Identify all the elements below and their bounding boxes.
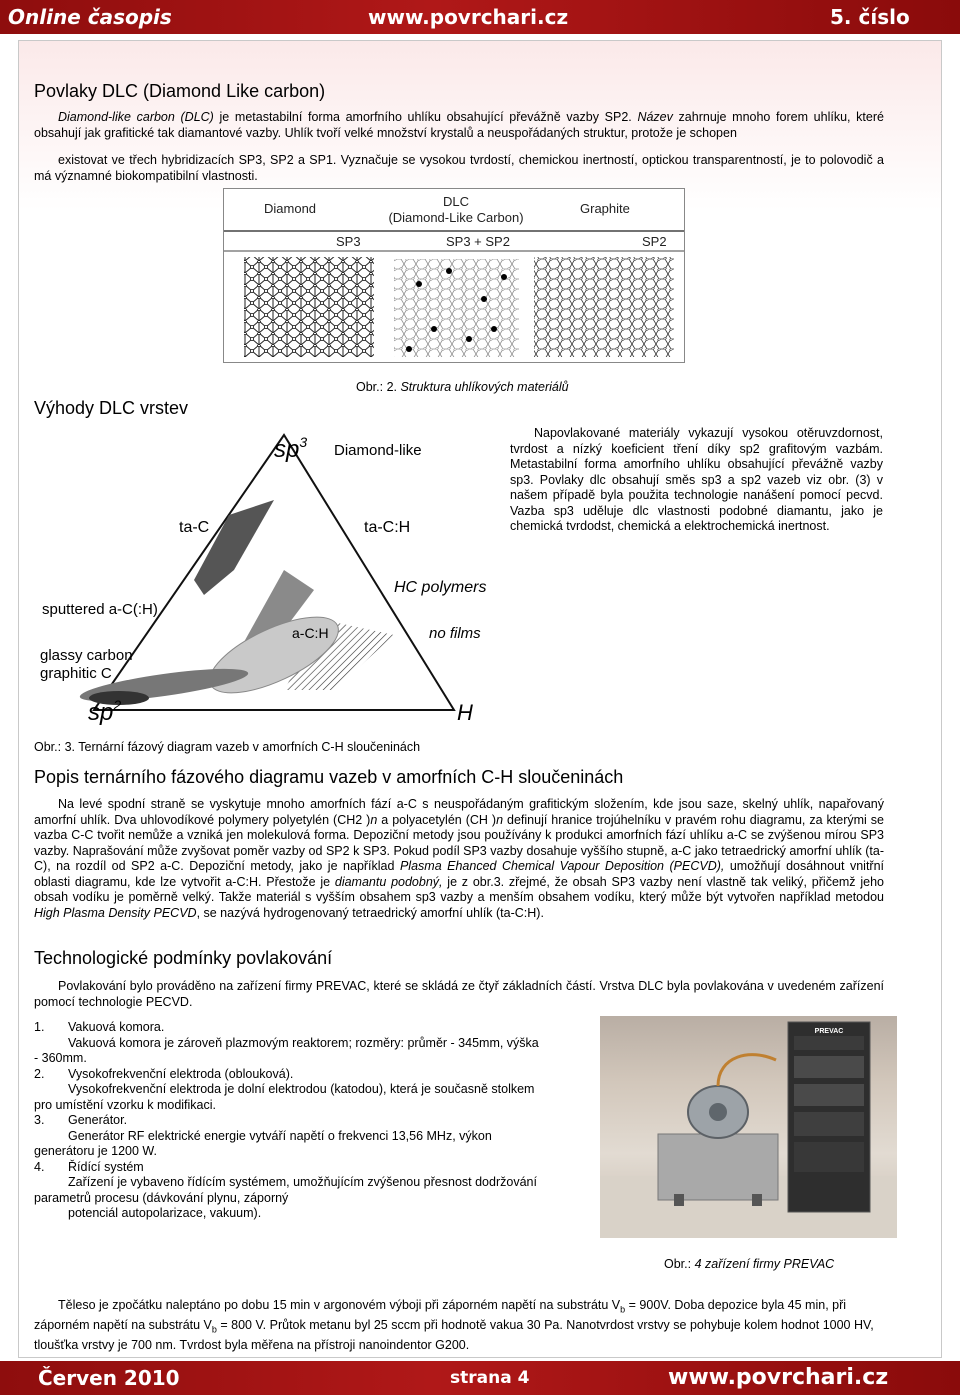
item-desc-cont: pro umístění vzorku k modifikaci.	[34, 1097, 217, 1112]
ternary-diagram-svg	[34, 420, 504, 730]
label-no-films: no films	[429, 625, 481, 642]
label-sp2-corner: $sp^2$	[88, 697, 122, 726]
equipment-frame	[658, 1134, 778, 1200]
item-title: Generátor.	[68, 1113, 128, 1127]
closing-text-a: Těleso je zpočátku naleptáno po dobu 15 min v argonovém výboji při záporném napětí na substrátu V	[58, 1298, 621, 1312]
frame-leg	[752, 1194, 762, 1206]
figure2-caption-text: Struktura uhlíkových materiálů	[400, 380, 569, 394]
ternary-text-1: Na levé spodní straně se vyskytuje mnoho amorfních fází a-C s neuspořádaným grafitickým složením, kde jsou saze, skelný uhlík, napařovaný amorfní uhlík. Dva uhlovodíkové polymery polyetylén (CH2 )	[34, 797, 884, 827]
cabinet-panel	[794, 1036, 864, 1050]
item-title: Řídící systém	[68, 1159, 144, 1174]
label-a-ch: a-C:H	[292, 625, 329, 641]
label-graphite: Graphite	[580, 201, 630, 216]
prevac-photo-svg	[600, 1016, 897, 1238]
footer-url[interactable]: www.povrchari.cz	[668, 1365, 889, 1390]
closing-sub-b2: b	[211, 1324, 217, 1335]
item-number: 4.	[34, 1159, 45, 1174]
figure2-caption-prefix: Obr.: 2.	[356, 380, 401, 394]
item-title: Vakuová komora.	[68, 1020, 165, 1034]
item-desc-cont: - 360mm.	[34, 1051, 87, 1065]
ternary-text-3c: může zvyšovat poměr vazby od SP2 k SP3. Pokud podíl SP3 vazby dosahuje vyššího stupně, a-C jako tetraedrický amorfní uhlík (ta-C), na rozdíl od SP2 a-C. Depoziční metody, jako je například	[34, 843, 885, 873]
ternary-italic-diamond: diamantu podobný,	[334, 874, 443, 889]
cabinet-panel	[794, 1142, 864, 1172]
label-dlc-full: (Diamond-Like Carbon)	[388, 210, 524, 225]
page-number: strana 4	[450, 1368, 530, 1388]
label-diamond-like: Diamond-like	[334, 442, 422, 459]
ternary-paragraph	[34, 797, 884, 921]
magazine-title: Online časopis	[8, 5, 172, 29]
dlc-network	[394, 259, 519, 357]
list-item	[34, 1020, 586, 1067]
issue-number: 5. číslo	[830, 5, 910, 29]
intro-italic-term: Diamond-like carbon (DLC)	[58, 110, 214, 124]
ternary-text-2: a polyacetylén (CH )	[377, 812, 497, 827]
diamond-lattice	[244, 257, 374, 357]
item-desc: Vakuová komora je zároveň plazmovým reaktorem; rozměry: průměr - 345mm, výška	[68, 1035, 539, 1050]
header-url[interactable]: www.povrchari.cz	[368, 5, 569, 29]
closing-sub-b1: b	[620, 1304, 626, 1315]
label-hc-polymers: HC polymers	[394, 579, 487, 596]
label-ta-c: ta-C	[179, 519, 210, 536]
label-sp3-sp2: SP3 + SP2	[446, 234, 510, 249]
prevac-logo: PREVAC	[814, 1028, 844, 1035]
figure-ternary-diagram	[34, 420, 504, 730]
intro-text-b: zahrnuje mnoho forem uhlíku, které obsahují jak grafitické tak diamantové vazby. Uhlík tvoří velké množství krystalů a neuspořádaných struktur, protože je schopen	[34, 110, 884, 140]
section-title-advantages: Výhody DLC vrstev	[34, 398, 189, 418]
cabinet-panel	[794, 1112, 864, 1136]
intro-italic-nazev: Název	[637, 110, 673, 124]
label-ta-ch: ta-C:H	[364, 519, 411, 536]
closing-text-b: = 900V. Doba depozice byla 45 min, při záporném napětí na substrátu V	[34, 1298, 847, 1332]
ternary-italic-hpd: High Plasma Density PECVD	[34, 905, 197, 920]
item-desc-cont2: potenciál autopolarizace, vakuum).	[68, 1206, 262, 1220]
item-number: 1.	[34, 1020, 45, 1034]
label-h-corner: H	[457, 700, 473, 725]
item-title: Vysokofrekvenční elektroda (oblouková).	[68, 1066, 294, 1081]
equipment-list	[34, 1020, 586, 1222]
label-sp3-corner: $sp^3$	[274, 434, 308, 463]
figure4-caption	[664, 1257, 834, 1271]
cabinet-panel	[794, 1084, 864, 1106]
ternary-n2: n	[496, 812, 504, 827]
label-diamond: Diamond	[264, 201, 317, 216]
ternary-text-5: je z obr.3. zřejmé, že obsah SP3 vazby není vlastně tak veliký, přičemž jeho obsah vodíku je poměrně velký. Takže materiál s vyšším obsahem sp3 vazby a menším obsahem vodíku, který může být vytvořen například metodou	[34, 874, 884, 904]
list-item	[34, 1067, 586, 1114]
graphite-lattice	[534, 257, 674, 357]
item-number: 2.	[34, 1066, 45, 1081]
label-dlc: DLC	[442, 194, 470, 209]
figure2-caption	[356, 380, 569, 394]
intro-paragraph-2: existovat ve třech hybridizacích SP3, SP2 a SP1. Vyznačuje se vysokou tvrdostí, chemickou inertností, optickou transparentností, je to polovodič a má významné biokompatibilní vlastnosti.	[34, 153, 884, 183]
item-desc-cont: generátoru je 1200 W.	[34, 1144, 157, 1158]
item-number: 3.	[34, 1113, 45, 1127]
item-desc: Vysokofrekvenční elektroda je dolní elektrodou (katodou), která je současně stolkem	[68, 1082, 535, 1096]
cabinet-panel	[794, 1056, 864, 1078]
label-graphitic-c: graphitic C	[40, 665, 112, 682]
intro-paragraph-1	[34, 110, 884, 141]
ternary-text-3: definují hranice trojúhelníku v pravém rohu diagramu, za kterými se vazba C-C tvořit nemůže a vzniká jen molekulová forma. Depoziční metody jsou používány k produkci amorfních fází uhlíku a-C se zvýšenou mírou SP3 vazby.	[34, 812, 885, 858]
label-sp3: SP3	[336, 234, 361, 249]
advantages-paragraph: Napovlakované materiály vykazují vysokou otěruvzdornost, tvrdost a nízký koeficient tření díky sp2 grafitovým vazbám. Metastabilní forma amorfního uhlíku obsahující převážně vazby sp3. Povlaky dlc obsahují směs sp3 a sp2 vazeb viz obr. (3) v našem případě byla použita technologie nanášení pomocí pecvd. Vazba sp3 uděluje dlc vlastnosti podobné diamantu, jako je chemická tvrdodst, chemická a elektrochemická inertnost.	[510, 426, 883, 533]
issue-date: Červen 2010	[38, 1366, 180, 1390]
item-desc: Generátor RF elektrické energie vytváří napětí o frekvenci 13,56 MHz, výkon	[68, 1128, 492, 1143]
figure3-caption: Obr.: 3. Ternární fázový diagram vazeb v amorfních C-H sloučeninách	[34, 740, 421, 754]
chamber-window	[709, 1103, 727, 1121]
technology-intro: Povlakování bylo prováděno na zařízení firmy PREVAC, které se skládá ze čtyř základních částí. Vrstva DLC byla povlakována v uvedeném zařízení pomocí technologie PECVD.	[34, 979, 884, 1009]
ternary-italic-pecvd: Plasma Ehanced Chemical Vapour Deposition (PECVD),	[399, 859, 725, 873]
section-title-dlc: Povlaky DLC (Diamond Like carbon)	[34, 81, 326, 101]
figure4-caption-text: 4 zařízení firmy PREVAC	[694, 1257, 835, 1271]
header-banner	[0, 0, 960, 34]
section-title-ternary: Popis ternárního fázového diagramu vazeb v amorfních C-H sloučeninách	[34, 767, 624, 787]
ternary-text-3b: Naprašování	[72, 843, 144, 858]
closing-text-c: = 800 V. Průtok metanu byl 25 sccm při hodnotě vakua 30 Pa. Nanotvrdost vrstvy se pohybuje kolem hodnot 1000 HV, tloušťka vrstvy je 700 nm. Tvrdost byla měřena na přístroji nanoindentor G200.	[34, 1318, 874, 1352]
footer-banner	[0, 1361, 960, 1395]
item-desc-cont: parametrů procesu (dávkování plynu, záporný	[34, 1190, 289, 1205]
list-item	[34, 1113, 586, 1160]
closing-paragraph	[34, 1298, 874, 1354]
figure4-caption-prefix: Obr.:	[664, 1257, 695, 1271]
ternary-text-4: umožňují dosáhnout vnitřní oblasti diagramu, kde lze vytvořit a-C:H. Přestože je	[34, 859, 884, 889]
label-glassy-carbon: glassy carbon	[40, 647, 133, 664]
gas-line	[718, 1055, 776, 1086]
carbon-structures-svg	[224, 189, 685, 363]
list-item	[34, 1160, 586, 1222]
item-desc: Zařízení je vybaveno řídícím systémem, umožňujícím zvýšenou přesnost dodržování	[68, 1175, 537, 1189]
prevac-equipment-photo	[600, 1016, 897, 1238]
ternary-n1: n	[370, 812, 378, 827]
label-sp2: SP2	[642, 234, 667, 249]
label-sputtered: sputtered a-C(:H)	[42, 601, 158, 618]
section-title-technology: Technologické podmínky povlakování	[34, 948, 333, 968]
ternary-text-6: , se nazývá hydrogenovaný tetraedrický amorfní uhlík (ta-C:H).	[196, 905, 544, 920]
frame-leg	[674, 1194, 684, 1206]
figure-carbon-structures	[223, 188, 685, 363]
intro-text-a: je metastabilní forma amorfního uhlíku obsahující převážně vazby SP2.	[213, 110, 638, 124]
